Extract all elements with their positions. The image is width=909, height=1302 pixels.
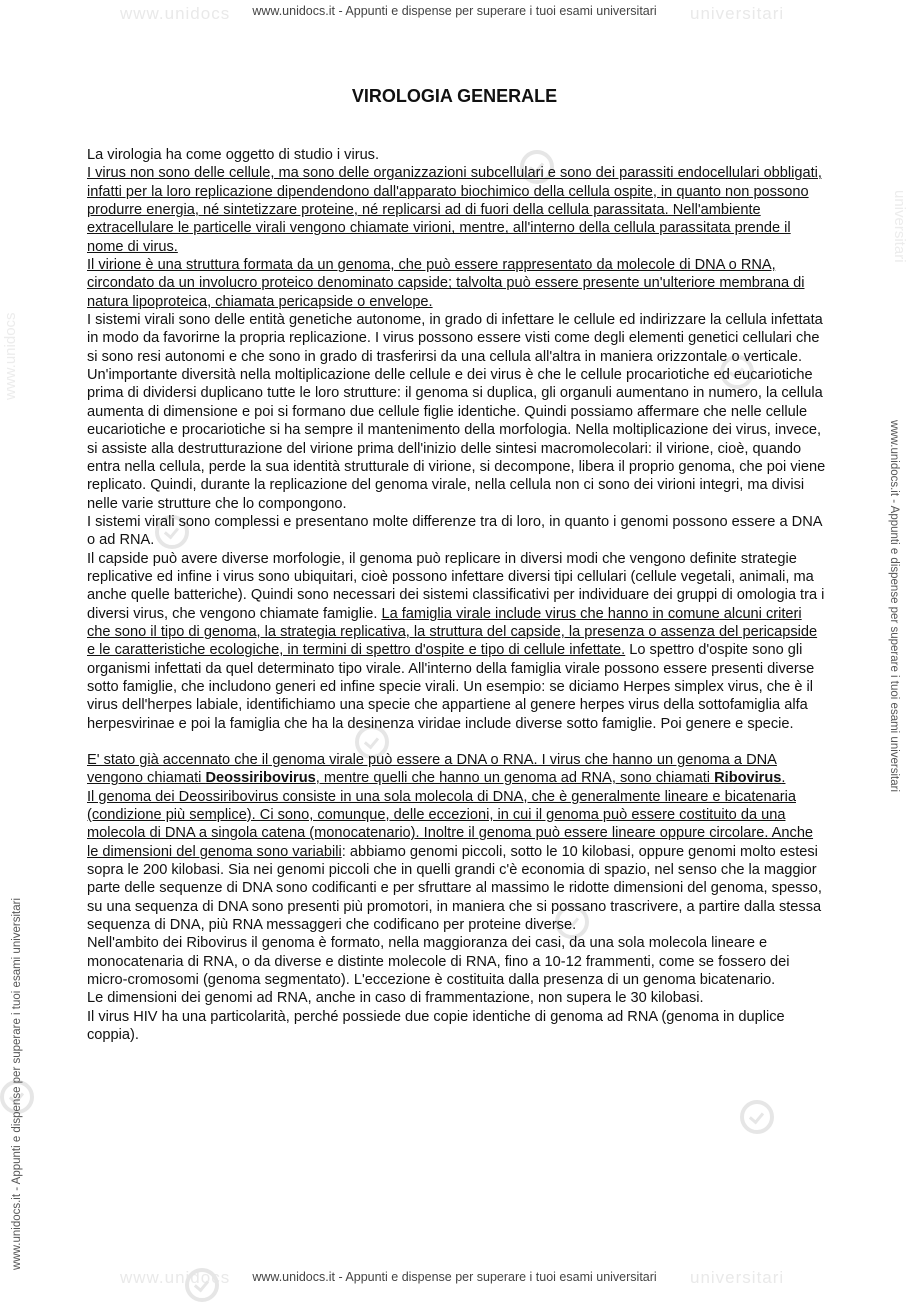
paragraph	[87, 788, 827, 935]
watermark-logo-icon	[740, 1100, 774, 1134]
watermark-side-right-ghost: universitari	[891, 190, 908, 263]
text-run-underlined: La famiglia virale include virus che hanno in comune alcuni criteri che sono il tipo di genoma, la strategia replicativa, la struttura del capside, la presenza o assenza del pericapside e le caratteristiche ecologiche, in termini di spettro d'ospite e tipo di cellule infettate.	[87, 605, 818, 659]
document-body	[87, 146, 827, 1045]
paragraph: Il virione è una struttura formata da un genoma, che può essere rappresentato da molecole di DNA o RNA, circondato da un involucro proteico denominato capside; talvolta può essere presente un'ulteriore membrana di natura lipoproteica, chiamata pericapside o envelope.	[87, 257, 805, 310]
watermark-bottom-right: universitari	[690, 1268, 785, 1287]
watermark-top-right: universitari	[690, 4, 785, 23]
paragraph: I virus non sono delle cellule, ma sono delle organizzazioni subcellulari e sono dei parassiti endocellulari obbligati, infatti per la loro replicazione dipendendono dall'apparato biochimico della cellula ospite, in quanto non possono produrre energia, né sintetizzare proteine, né replicarsi ad di fuori della cellula parassitata. Nell'ambiente extracellulare le particelle virali vengono chiamate virioni, mentre, all'interno della cellula parassitata prende il nome di virus.	[87, 165, 822, 255]
paragraph	[87, 751, 827, 788]
paragraph: I sistemi virali sono complessi e presentano molte differenze tra di loro, in quanto i genomi possono essere a DNA o ad RNA.	[87, 513, 822, 549]
text-run: : abbiamo genomi piccoli, sotto le 10 kilobasi, oppure genomi molto estesi sopra le 200 kilobasi. Sia nei genomi piccoli che in quelli grandi c'è economia di spazio, nel senso che la maggior parte delle sequenze di DNA sono codificanti e per sfruttare al massimo le ridotte dimensioni del genoma, spesso, su una sequenza di DNA sono presenti più promotori, in maniera che si possano trascrivere, a partire dalla stessa sequenza di DNA, più RNA messaggeri che codificano per proteine diverse.	[87, 843, 822, 934]
term-ribovirus: Ribovirus	[714, 770, 782, 787]
paragraph: La virologia ha come oggetto di studio i virus.	[87, 147, 380, 163]
text-run: Lo spettro d'ospite sono gli organismi infettati da quel determinato tipo virale. All'interno della famiglia virale possono essere presenti diverse sotto famiglie, che includono generi ed infine specie virali. Un esempio: se diciamo Herpes simplex virus, che è il virus dell'herpes labiale, identifichiamo una specie che appartiene al genere herpes virus della sottofamiglia alfa herpesvirinae e poi la famiglia che ha la desinenza viridae include diverse sotto famiglie. Poi genere e specie.	[87, 642, 815, 732]
text-run: E' stato già accennato che il genoma virale può essere a DNA o RNA. I virus che hanno un genoma a DNA vengono chiamati	[87, 752, 777, 787]
side-banner-left: www.unidocs.it - Appunti e dispense per superare i tuoi esami universitari	[11, 897, 23, 1270]
text-run: .	[781, 770, 786, 787]
page-footer-banner: www.unidocs.it - Appunti e dispense per superare i tuoi esami universitari	[252, 1270, 657, 1284]
text-run: Il capside può avere diverse morfologie, il genoma può replicare in diversi modi che vengono definite strategie replicative ed infine i virus sono ubiquitari, cioè possono infettare diversi tipi cellulari (cellule vegetali, animali, ma anche quelle batteriche). Quindi sono necessari dei sistemi classificativi per individuare dei gruppi di omologia tra i diversi virus, che vengono chiamate famiglie.	[87, 550, 825, 622]
page-header-banner: www.unidocs.it - Appunti e dispense per superare i tuoi esami universitari	[252, 4, 657, 18]
document-title: VIROLOGIA GENERALE	[351, 86, 558, 106]
text-run-underlined: Il genoma dei Deossiribovirus consiste in una sola molecola di DNA, che è generalmente lineare e bicatenaria (condizione più semplice). Ci sono, comunque, delle eccezioni, in cui il genoma può essere costituito da una molecola di DNA a singola catena (monocatenario). Inoltre il genoma può essere lineare oppure circolare. Anche le dimensioni del genoma sono variabili	[87, 788, 814, 860]
paragraph: Le dimensioni dei genomi ad RNA, anche in caso di frammentazione, non supera le 30 kilobasi.	[87, 990, 704, 1007]
paragraph: Nell'ambito dei Ribovirus il genoma è formato, nella maggioranza dei casi, da una sola molecola lineare e monocatenaria di RNA, o da diverse e distinte molecole di RNA, fino a 10-12 frammenti, come se fossero dei micro-cromosomi (genoma segmentato). L'eccezione è costituita dalla presenza di un genoma bicatenario.	[87, 935, 790, 989]
paragraph	[87, 550, 827, 733]
watermark-side-left-ghost: www.unidocs	[2, 312, 19, 400]
watermark-bottom-left: www.unidocs	[120, 1268, 231, 1287]
paragraph: Il virus HIV ha una particolarità, perché possiede due copie identiche di genoma ad RNA (genoma in duplice coppia).	[87, 1008, 785, 1044]
term-deossiribovirus: Deossiribovirus	[205, 770, 316, 787]
watermark-top-left: www.unidocs	[120, 4, 231, 23]
text-run: , mentre quelli che hanno un genoma ad RNA, sono chiamati	[315, 770, 715, 787]
paragraph: I sistemi virali sono delle entità genetiche autonome, in grado di infettare le cellule ed indirizzare la cellula infettata in modo da favorirne la propria replicazione. I virus possono essere visti come degli elementi genetici cellulari che si sono resi autonomi e che sono in grado di trasferirsi da una cellula all'altra in maniera orizzontale o verticale. Un'importante diversità nella moltiplicazione delle cellule e dei virus è che le cellule procariotiche ed eucariotiche prima di dividersi duplicano tutte le loro strutture: il genoma si duplica, gli organuli aumentano in numero, la cellula aumenta di dimensione e poi si formano due cellule figlie identiche. Quindi possiamo affermare che nelle cellule eucariotiche e procariotiche si ha sempre il mantenimento della morfologia. Nella moltiplicazione dei virus, invece, si assiste alla destrutturazione del virione prima dell'inizio delle sintesi macromolecolari: il virione, cioè, quando entra nella cellula, perde la sua identità strutturale di virione, si decompone, libera il proprio genoma, che poi viene replicato. Quindi, durante la replicazione del genoma virale, nella cellula non ci sono dei virioni integri, ma divisi nelle varie strutture che lo compongono.	[87, 312, 826, 512]
side-banner-right: www.unidocs.it - Appunti e dispense per superare i tuoi esami universitari	[888, 420, 900, 793]
paragraph-spacer	[87, 733, 827, 751]
